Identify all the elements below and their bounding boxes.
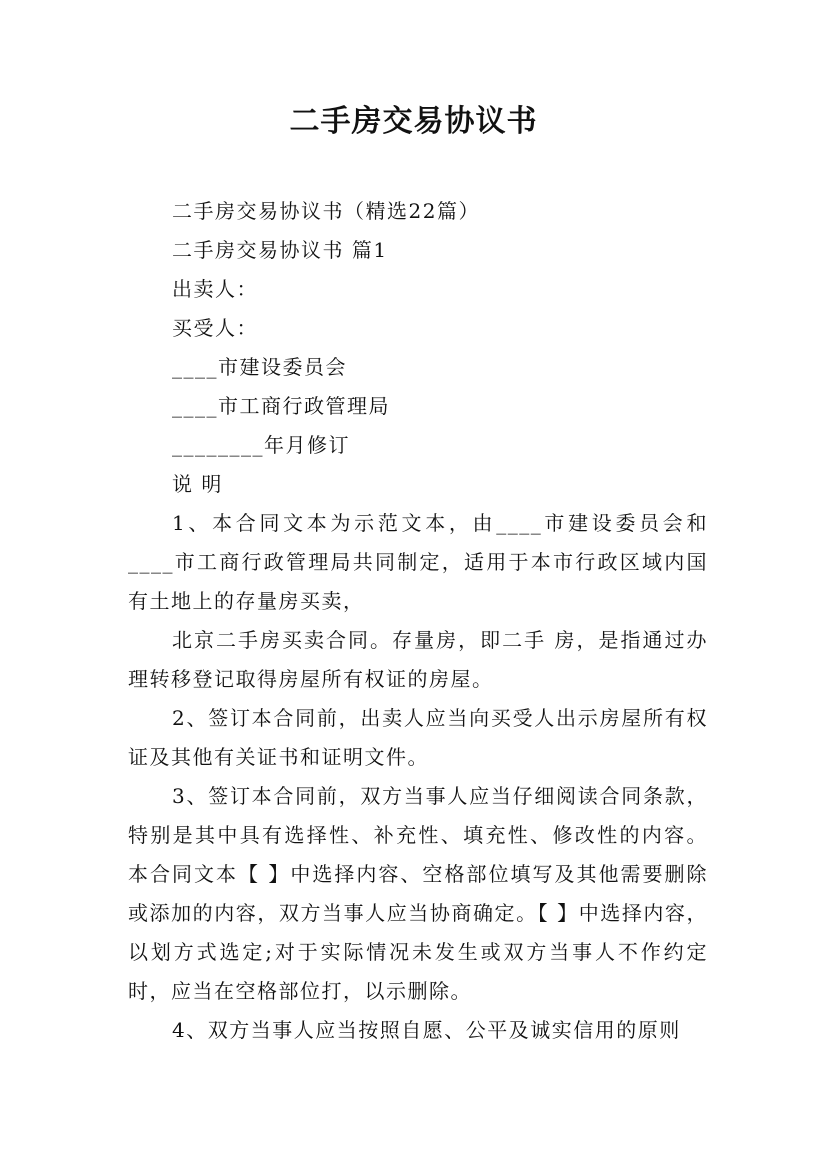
paragraph-4: 3、签订本合同前，双方当事人应当仔细阅读合同条款，特别是其中具有选择性、补充性、填充性、修改性的内容。本合同文本【 】中选择内容、空格部位填写及其他需要删除或添加的内容，双方当事人应当协商确定。【 】中选择内容，以划方式选定;对于实际情况未发生或双方当事人不作约定时，应当在空格部位打，以示删除。: [128, 784, 708, 1003]
document-title: 二手房交易协议书: [289, 104, 538, 139]
paragraph-1: 1、本合同文本为示范文本，由____市建设委员会和____市工商行政管理局共同制定，适用于本市行政区域内国有土地上的存量房买卖，: [128, 511, 708, 613]
issuer-construction-committee: ____市建设委员会: [172, 355, 347, 379]
document-subtitle: 二手房交易协议书（精选22篇）: [172, 199, 480, 223]
seller-label: 出卖人：: [172, 277, 258, 301]
issuer-commerce-bureau: ____市工商行政管理局: [172, 394, 390, 418]
notes-heading: 说 明: [172, 472, 223, 496]
paragraph-3: 2、签订本合同前，出卖人应当向买受人出示房屋所有权证及其他有关证书和证明文件。: [128, 706, 708, 769]
section-heading: 二手房交易协议书 篇1: [172, 238, 388, 262]
paragraph-2: 北京二手房买卖合同。存量房，即二手 房，是指通过办理转移登记取得房屋所有权证的房屋。: [128, 628, 708, 691]
paragraph-5: 4、双方当事人应当按照自愿、公平及诚实信用的原则: [172, 1018, 681, 1042]
revision-line: ________年月修订: [172, 433, 350, 457]
buyer-label: 买受人：: [172, 316, 258, 340]
document-body: [128, 192, 708, 1050]
